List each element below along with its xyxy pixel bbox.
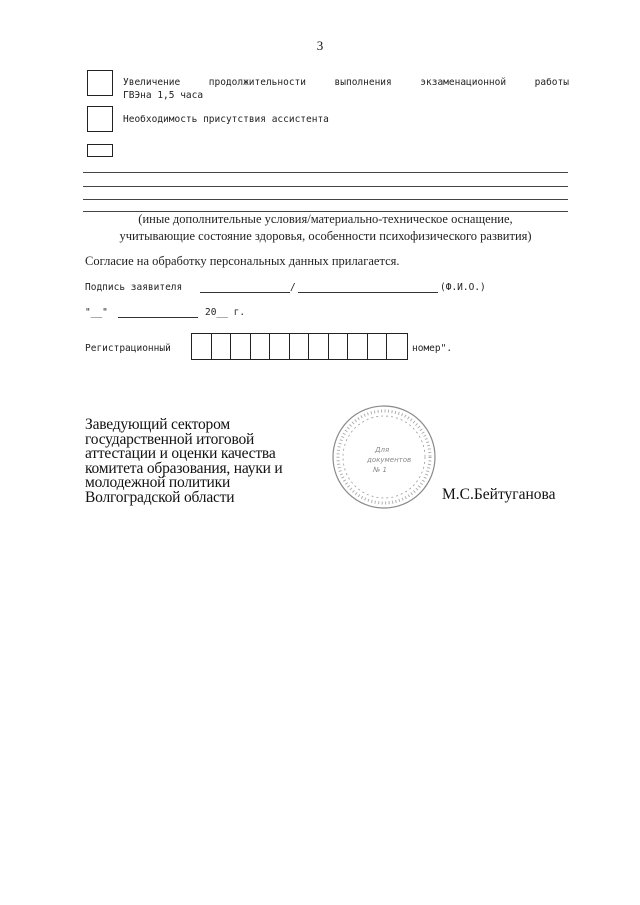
official-stamp xyxy=(331,404,437,510)
option-word: выполнения xyxy=(334,77,392,88)
signer-name: М.С.Бейтуганова xyxy=(442,486,556,503)
checkbox-extended-time[interactable] xyxy=(87,70,113,96)
date-day[interactable]: "__" xyxy=(85,307,108,318)
official-title-line: Заведующий сектором xyxy=(85,416,230,433)
checkbox-assistant[interactable] xyxy=(87,106,113,132)
option-word: Увеличение xyxy=(123,77,181,88)
registration-cell[interactable] xyxy=(348,334,368,359)
caption-line-1: (иные дополнительные условия/материально-техническое оснащение, xyxy=(138,212,513,226)
registration-cell[interactable] xyxy=(290,334,310,359)
writing-line[interactable] xyxy=(83,199,568,200)
consent-text: Согласие на обработку персональных данных прилагается. xyxy=(85,254,400,268)
caption-line-2: учитывающие состояние здоровья, особенности психофизического развития) xyxy=(119,229,532,243)
option-other xyxy=(87,144,572,158)
date-year[interactable]: 20__ г. xyxy=(205,307,246,318)
registration-cell[interactable] xyxy=(329,334,349,359)
fio-label: (Ф.И.О.) xyxy=(440,282,486,293)
registration-cell[interactable] xyxy=(212,334,232,359)
date-month-blank[interactable] xyxy=(118,317,198,318)
option-extended-time-line2: ГВЭна 1,5 часа xyxy=(123,90,204,101)
additional-conditions-caption xyxy=(83,211,568,245)
stamp-center-text xyxy=(366,446,411,474)
option-assistant xyxy=(87,106,572,134)
registration-cell[interactable] xyxy=(309,334,329,359)
registration-cell[interactable] xyxy=(270,334,290,359)
writing-line[interactable] xyxy=(83,172,568,173)
signature-separator: / xyxy=(290,282,296,293)
option-extended-time-text xyxy=(123,76,569,102)
official-title-line: государственной итоговой xyxy=(85,430,255,448)
registration-cells[interactable] xyxy=(191,333,408,360)
registration-cell[interactable] xyxy=(231,334,251,359)
official-title-line: аттестации и оценки качества xyxy=(85,445,276,462)
registration-label: Регистрационный xyxy=(85,343,171,354)
option-extended-time xyxy=(87,70,572,100)
stamp-line: Для xyxy=(375,446,390,454)
page-number: 3 xyxy=(316,38,324,53)
writing-line[interactable] xyxy=(83,186,568,187)
registration-cell[interactable] xyxy=(368,334,388,359)
option-word: экзаменационной xyxy=(420,77,507,88)
option-word: продолжительности xyxy=(208,77,306,88)
stamp-line: № 1 xyxy=(373,466,387,474)
option-word: работы xyxy=(534,77,569,88)
official-title-line: комитета образования, науки и xyxy=(85,459,283,477)
stamp-line: документов xyxy=(367,456,412,464)
registration-cell[interactable] xyxy=(192,334,212,359)
option-assistant-text: Необходимость присутствия ассистента xyxy=(123,114,329,125)
signature-label: Подпись заявителя xyxy=(85,282,183,293)
option-extended-time-line1 xyxy=(123,76,569,89)
registration-cell[interactable] xyxy=(251,334,271,359)
official-title-line: молодежной политики xyxy=(85,474,231,491)
official-title xyxy=(85,418,283,505)
registration-suffix: номер". xyxy=(412,343,453,354)
fio-blank[interactable] xyxy=(298,292,438,293)
checkbox-other[interactable] xyxy=(87,144,113,157)
signature-blank[interactable] xyxy=(200,292,290,293)
registration-cell[interactable] xyxy=(387,334,407,359)
official-title-line: Волгоградской области xyxy=(85,488,235,506)
